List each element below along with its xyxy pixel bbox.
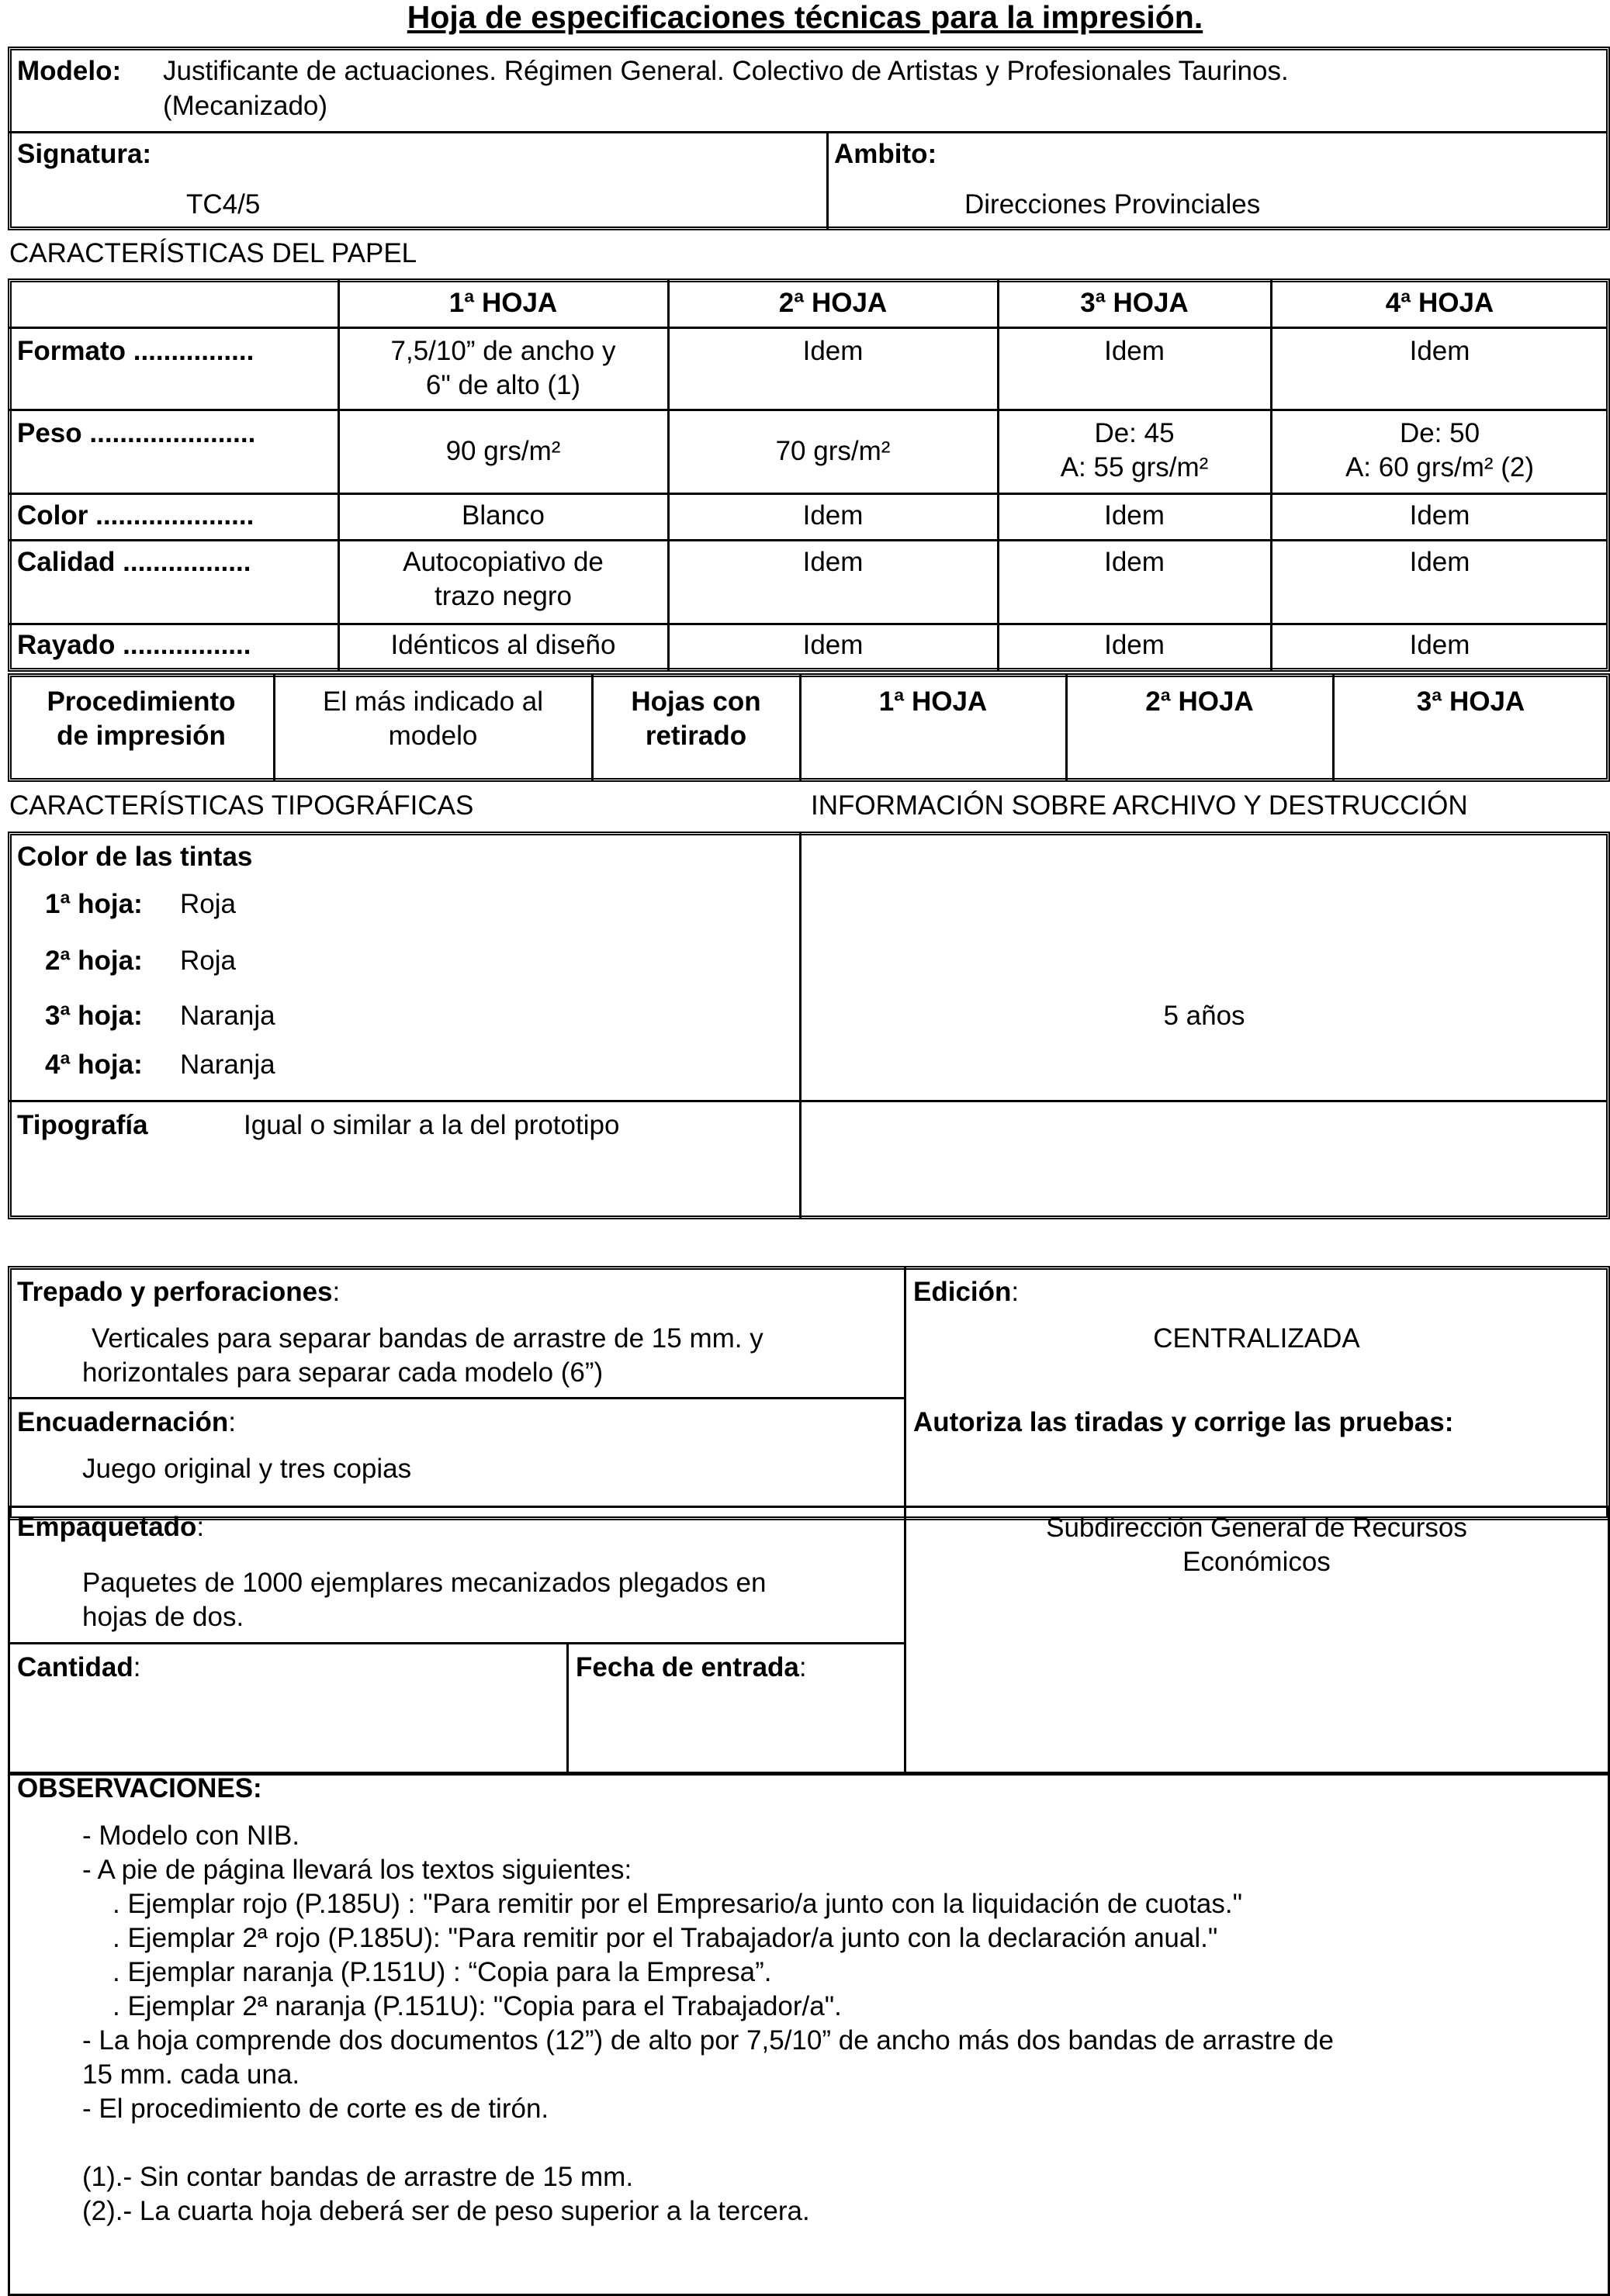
modelo-value-line1: Justificante de actuaciones. Régimen General. Colectivo de Artistas y Profesionales Taurinos. <box>163 56 1289 86</box>
papel-col-header: 2ª HOJA <box>778 288 888 318</box>
papel-row-divider <box>9 623 1608 625</box>
cantidad-fecha-divider <box>566 1642 569 1774</box>
papel-row-divider <box>9 409 1608 411</box>
table-cell: Idem <box>1104 500 1165 531</box>
edicion-label: Edición: <box>913 1277 1020 1307</box>
table-cell: Idem <box>1409 547 1470 577</box>
trepado-label: Trepado y perforaciones: <box>17 1277 341 1307</box>
empaquetado-label: Empaquetado: <box>17 1512 205 1542</box>
papel-col-header: 4ª HOJA <box>1385 288 1494 318</box>
produccion-divider <box>904 1267 906 1519</box>
retirado-col-header: 1ª HOJA <box>878 686 988 717</box>
encuadernacion-value: Juego original y tres copias <box>82 1454 412 1484</box>
papel-col-header: 1ª HOJA <box>448 288 558 318</box>
table-cell: trazo negro <box>434 581 573 611</box>
tinta-hoja: 3ª hoja: <box>45 1001 143 1031</box>
empaquetado-value: hojas de dos. <box>82 1602 244 1632</box>
trepado-value: Verticales para separar bandas de arrastre de 15 mm. y <box>92 1323 763 1354</box>
observacion-line: (1).- Sin contar bandas de arrastre de 15 mm. <box>82 2162 634 2192</box>
color-tintas-label: Color de las tintas <box>17 842 253 872</box>
page-title: Hoja de especificaciones técnicas para la impresión. <box>407 0 1203 35</box>
retirado-col-header: 2ª HOJA <box>1145 686 1254 717</box>
table-cell: Idem <box>802 547 864 577</box>
signatura-label: Signatura: <box>17 139 152 169</box>
modelo-label: Modelo: <box>17 56 122 86</box>
papel-col-header: 3ª HOJA <box>1080 288 1189 318</box>
signatura-ambito-divider <box>826 131 829 229</box>
row-label-calidad: Calidad ................. <box>17 547 251 577</box>
produccion-lower-row-divider <box>9 1642 904 1644</box>
table-cell: A: 60 grs/m² (2) <box>1345 452 1535 482</box>
procedimiento-value: modelo <box>388 721 478 751</box>
observacion-line: 15 mm. cada una. <box>82 2059 300 2090</box>
table-cell: Idem <box>1104 547 1165 577</box>
table-cell: Idem <box>1104 630 1165 660</box>
row-label-rayado: Rayado ................. <box>17 630 251 660</box>
header-divider <box>9 131 1608 133</box>
tinta-color: Naranja <box>180 1049 275 1080</box>
archivo-value: 5 años <box>1163 1001 1245 1031</box>
tinta-hoja: 4ª hoja: <box>45 1049 143 1080</box>
modelo-value-line2: (Mecanizado) <box>163 91 328 121</box>
observacion-line: - La hoja comprende dos documentos (12”) de alto por 7,5/10” de ancho más dos bandas de arrastre de <box>82 2025 1334 2056</box>
encuadernacion-label: Encuadernación: <box>17 1407 237 1437</box>
papel-row-divider <box>9 493 1608 495</box>
observacion-line: - A pie de página llevará los textos siguientes: <box>82 1855 632 1885</box>
table-cell: Idénticos al diseño <box>390 630 616 660</box>
tinta-hoja: 1ª hoja: <box>45 889 143 919</box>
observacion-line: - El procedimiento de corte es de tirón. <box>82 2094 549 2124</box>
tipografia-value: Igual o similar a la del prototipo <box>244 1110 620 1140</box>
table-cell: 90 grs/m² <box>445 436 561 466</box>
table-cell: De: 45 <box>1094 418 1175 448</box>
autoriza-value: Económicos <box>1182 1547 1331 1577</box>
table-cell: Idem <box>802 336 864 366</box>
edicion-value: CENTRALIZADA <box>1153 1323 1360 1354</box>
tinta-color: Roja <box>180 889 236 919</box>
papel-row-divider <box>9 327 1608 329</box>
observacion-line: - Modelo con NIB. <box>82 1821 300 1851</box>
table-cell: Autocopiativo de <box>403 547 604 577</box>
observacion-line: (2).- La cuarta hoja deberá ser de peso superior a la tercera. <box>82 2196 810 2226</box>
tipograficas-section-title: CARACTERÍSTICAS TIPOGRÁFICAS <box>9 790 474 821</box>
fecha-entrada-label: Fecha de entrada: <box>576 1652 807 1682</box>
table-cell: Idem <box>802 630 864 660</box>
table-cell: Idem <box>1409 500 1470 531</box>
table-cell: Idem <box>802 500 864 531</box>
retirado-col-header: 3ª HOJA <box>1416 686 1525 717</box>
papel-row-divider <box>9 539 1608 541</box>
table-cell: Idem <box>1409 630 1470 660</box>
row-label-peso: Peso ...................... <box>17 418 256 448</box>
autoriza-label: Autoriza las tiradas y corrige las pruebas: <box>913 1407 1454 1437</box>
observacion-line: . Ejemplar naranja (P.151U) : “Copia para la Empresa”. <box>113 1957 772 1987</box>
table-cell: Idem <box>1104 336 1165 366</box>
table-cell: De: 50 <box>1399 418 1480 448</box>
tinta-hoja: 2ª hoja: <box>45 946 143 976</box>
observacion-line: . Ejemplar 2ª naranja (P.151U): "Copia para el Trabajador/a". <box>113 1991 842 2021</box>
tipograficas-row-divider <box>9 1100 1608 1102</box>
row-label-formato: Formato ................ <box>17 336 254 366</box>
row-label-color: Color ..................... <box>17 500 254 531</box>
observacion-line: . Ejemplar rojo (P.185U) : "Para remitir por el Empresario/a junto con la liquidación de cuotas." <box>113 1889 1243 1919</box>
observaciones-label: OBSERVACIONES: <box>17 1773 262 1803</box>
archivo-section-title: INFORMACIÓN SOBRE ARCHIVO Y DESTRUCCIÓN <box>811 790 1468 821</box>
table-cell: Blanco <box>461 500 545 531</box>
autoriza-value: Subdirección General de Recursos <box>1046 1513 1467 1543</box>
produccion-row-divider <box>9 1397 904 1399</box>
tinta-color: Roja <box>180 946 236 976</box>
tipografia-label: Tipografía <box>17 1110 148 1140</box>
observacion-line: . Ejemplar 2ª rojo (P.185U): "Para remitir por el Trabajador/a junto con la declaración anual." <box>113 1923 1218 1953</box>
trepado-value: horizontales para separar cada modelo (6”) <box>82 1357 604 1388</box>
papel-section-title: CARACTERÍSTICAS DEL PAPEL <box>9 238 417 268</box>
table-cell: 7,5/10” de ancho y <box>390 336 616 366</box>
ambito-label: Ambito: <box>834 139 937 169</box>
table-cell: A: 55 grs/m² <box>1060 452 1209 482</box>
hojas-retirado-label: Hojas con <box>631 686 761 717</box>
empaquetado-value: Paquetes de 1000 ejemplares mecanizados plegados en <box>82 1568 767 1598</box>
procedimiento-label: Procedimiento <box>47 686 236 717</box>
table-cell: Idem <box>1409 336 1470 366</box>
cantidad-label: Cantidad: <box>17 1652 141 1682</box>
signatura-value: TC4/5 <box>186 189 261 220</box>
tinta-color: Naranja <box>180 1001 275 1031</box>
hojas-retirado-label: retirado <box>645 721 747 751</box>
table-cell: 6" de alto (1) <box>425 370 581 400</box>
procedimiento-label: de impresión <box>57 721 226 751</box>
table-cell: 70 grs/m² <box>775 436 891 466</box>
ambito-value: Direcciones Provinciales <box>964 189 1261 220</box>
procedimiento-value: El más indicado al <box>322 686 544 717</box>
